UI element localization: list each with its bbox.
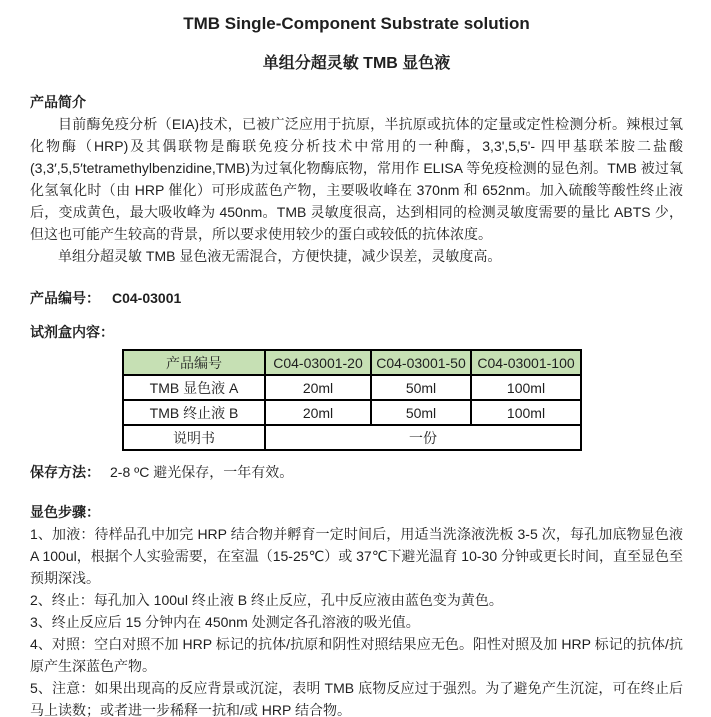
step-item-4: 4、对照：空白对照不加 HRP 标记的抗体/抗原和阴性对照结果应无色。阳性对照及加 HRP 标记的抗体/抗原产生深蓝色产物。: [30, 636, 683, 674]
kit-table-cell: TMB 显色液 A: [123, 375, 265, 400]
step-item-2: 2、终止：每孔加入 100ul 终止液 B 终止反应，孔中反应液由蓝色变为黄色。: [30, 592, 503, 608]
kit-table-cell: 100ml: [471, 375, 581, 400]
intro-paragraph-2: 单组分超灵敏 TMB 显色液无需混合，方便快捷，减少误差，灵敏度高。: [58, 248, 502, 264]
product-code-label: 产品编号：: [30, 290, 100, 306]
document-title-zh: 单组分超灵敏 TMB 显色液: [262, 55, 451, 72]
kit-table-header-cell: C04-03001-20: [265, 350, 371, 375]
kit-table-header-cell: C04-03001-50: [371, 350, 471, 375]
kit-table-cell: 100ml: [471, 400, 581, 425]
kit-table-cell: 20ml: [265, 400, 371, 425]
section-heading-kit-contents: 试剂盒内容：: [30, 324, 114, 340]
kit-table-row: [123, 400, 581, 425]
kit-table-cell: 20ml: [265, 375, 371, 400]
kit-table-cell: TMB 终止液 B: [123, 400, 265, 425]
kit-table-row: [123, 375, 581, 400]
kit-table-footer-row: [123, 425, 581, 450]
step-item-5: 5、注意：如果出现高的反应背景或沉淀，表明 TMB 底物反应过于强烈。为了避免产生沉淀，可在终止后马上读数；或者进一步稀释一抗和/或 HRP 结合物。: [30, 680, 683, 717]
kit-table-header-row: [123, 350, 581, 375]
kit-table-cell-merged: 一份: [265, 425, 581, 450]
intro-paragraph-1: 目前酶免疫分析（EIA)技术，已被广泛应用于抗原，半抗原或抗体的定量或定性检测分析。辣根过氧化物酶（HRP)及其偶联物是酶联免疫分析技术中常用的一种酶，3,3',5,5'- 四甲基联苯胺二盐酸(3,3′,5,5′tetramethylbenzidine,TMB)为过氧化物酶底物，常用作 ELISA 等免疫检测的显色剂。TMB 被过氧化氢氧化时（由 HRP 催化）可形成蓝色产物，主要吸收峰在 370nm 和 652nm。加入硫酸等酸性终止液后，变成黄色，最大吸收峰为 450nm。TMB 灵敏度很高，达到相同的检测灵敏度需要的量比 ABTS 少，但这也可能产生较高的背景，所以要求使用较少的蛋白或较低的抗体浓度。: [30, 116, 683, 242]
section-heading-steps: 显色步骤：: [30, 504, 100, 520]
kit-contents-table: [122, 349, 582, 451]
kit-table-cell: 说明书: [123, 425, 265, 450]
kit-table-header-cell: 产品编号: [123, 350, 265, 375]
storage-label: 保存方法：: [30, 464, 100, 480]
section-heading-intro: 产品简介: [30, 94, 86, 110]
kit-table-header-cell: C04-03001-100: [471, 350, 581, 375]
steps-section: [30, 501, 683, 717]
product-code-line: [30, 287, 683, 309]
product-code-value: C04-03001: [112, 290, 182, 306]
storage-text: 2-8 ºC 避光保存，一年有效。: [110, 464, 294, 480]
step-item-3: 3、终止反应后 15 分钟内在 450nm 处测定各孔溶液的吸光值。: [30, 614, 420, 630]
document-title-en: TMB Single-Component Substrate solution: [183, 14, 530, 33]
kit-table-cell: 50ml: [371, 400, 471, 425]
storage-line: [30, 461, 683, 483]
step-item-1: 1、加液：待样品孔中加完 HRP 结合物并孵育一定时间后，用适当洗涤液洗板 3-5 次，每孔加底物显色液 A 100ul，根据个人实验需要，在室温（15-25℃）或 37℃下避光温育 10-30 分钟或更长时间，直至显色至预期深浅。: [30, 526, 684, 586]
kit-table-cell: 50ml: [371, 375, 471, 400]
